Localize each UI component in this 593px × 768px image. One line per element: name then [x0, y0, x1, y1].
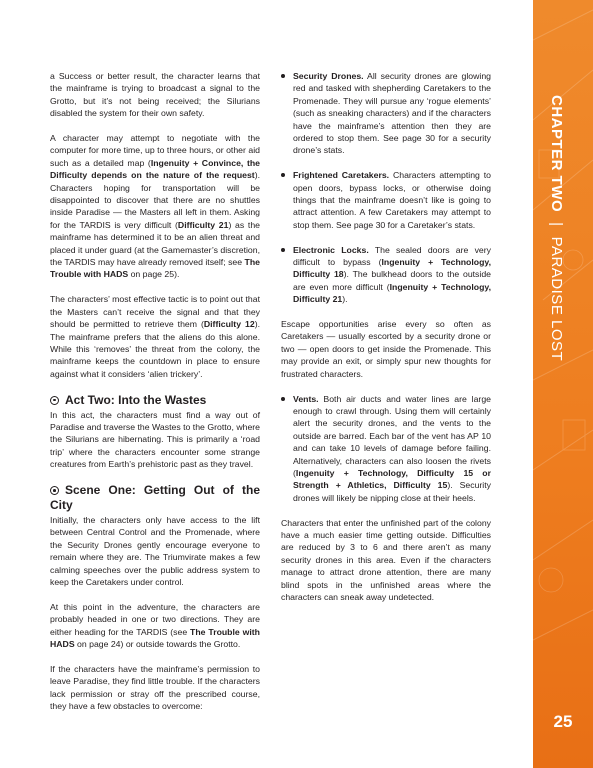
cross-reference: The Trouble with HADS [50, 626, 260, 649]
paragraph-effective-tactic: The characters’ most effective tactic is to point out that the Masters can’t receive the signal and that they should be permitted to retrieve them (Difficulty 12). The mainframe prefers that the aliens do this alone. While this ‘removes’ the threat from the colony, the mainframe keeps the countdown in place to ensure against what it considers ‘alien trickery’. [50, 294, 260, 379]
chapter-separator: | [548, 222, 565, 227]
paragraph-unfinished-area: Characters that enter the unfinished part of the colony have a much easier time getting outside. Difficulties are reduced by 3 to 6 and there aren’t as many security drones in this area. Even if the characters manage to attract drone attention, there are many blind spots in the unfinished areas where the characters can sneak away undetected. [281, 517, 491, 602]
right-column [281, 70, 491, 616]
paragraph-scene-one: Initially, the characters only have access to the lift between Central Control and the Promenade, where the Security Drones gently encourage everyone to remain where they are. The Triumvirate makes a few calming speeches over the public address system to keep the Caretakers under control. [50, 514, 260, 587]
page-number: 25 [553, 712, 573, 731]
chapter-subtitle: PARADISE LOST [548, 236, 565, 362]
paragraph-escape: Escape opportunities arise every so often as Caretakers — usually escorted by a security drone or two — open doors to get inside the Promenade. This may provide an exit, or simply spur new thoughts for frustrated characters. [281, 319, 491, 379]
chapter-heading [548, 95, 565, 361]
list-item-frightened-caretakers: Frightened Caretakers. Characters attempting to open doors, bypass locks, or otherwise doing things that the mainframe doesn’t like is going to attract attention. A few Caretakers may attempt to stop them. See page 30 for a Caretaker’s stats. [281, 169, 491, 231]
left-column [50, 70, 260, 725]
rule-ref: Difficulty 21 [177, 219, 229, 230]
vent-list [281, 393, 491, 505]
heading-act-two: Act Two: Into the Wastes [50, 393, 260, 408]
cross-reference: The Trouble with HADS [50, 257, 260, 280]
paragraph-mainframe-signal: a Success or better result, the character learns that the mainframe is trying to broadcast a signal to the Grotto, but it’s not being received; the Silurians disabled the system for their own safety. [50, 71, 260, 119]
paragraph-negotiate: A character may attempt to negotiate with the computer for more time, up to three hours, or other aid such as a detailed map (Ingenuity + Convince, the Difficulty depends on the nature of the request). Characters hoping for transportation will be disappointed to discover that there are no shuttles inside Paradise — the Masters all left in them. Asking for the TARDIS is very difficult (Difficulty 21) as the mainframe has determined it to be an alien threat and placed it under guard (at the Gamemaster’s discretion, the TARDIS may have already removed itself; see The Trouble with HADS on page 25). [50, 133, 260, 280]
obstacle-list [281, 70, 491, 306]
paragraph-directions: At this point in the adventure, the characters are probably headed in one or two directions. They are either heading for the TARDIS (see The Trouble with HADS on page 24) or outside towards the Grotto. [50, 601, 260, 649]
section-marker-icon [50, 396, 59, 405]
list-item-electronic-locks: Electronic Locks. The sealed doors are very difficult to bypass (Ingenuity + Technology, Difficulty 18). The bulkhead doors to the outside are even more difficult (Ingenuity + Technology, Difficulty 21). [281, 244, 491, 306]
paragraph-act-two: In this act, the characters must find a way out of Paradise and traverse the Wastes to the Grotto, where the Silurians are hibernating. This is primarily a ‘road trip’ where the characters encounter some strange creatures from Earth’s prehistoric past as they travel. [50, 409, 260, 470]
chapter-title: CHAPTER TWO [548, 95, 565, 213]
section-marker-icon [50, 486, 59, 495]
paragraph-permission: If the characters have the mainframe’s permission to leave Paradise, they find little trouble. If the characters lack permission or stray off the prescribed course, they have a few obstacles to overcome: [50, 663, 260, 711]
list-item-vents: Vents. Both air ducts and water lines are large enough to crawl through. Using them will certainly alert the security drones, and the vents to the outside are barred. Each bar of the vent has AP 10 and can take 10 levels of damage before failing. Alternatively, characters can also loosen the rivets (Ingenuity + Technology, Difficulty 15 or Strength + Athletics, Difficulty 15). Security drones will likely be nipping close at their heels. [281, 393, 491, 505]
rule-ref: Difficulty 12 [203, 319, 255, 330]
list-item-security-drones: Security Drones. All security drones are glowing red and tasked with shepherding Caretakers to the Promenade. They will pursue any ‘rogue elements’ (such as sneaking characters) and if the characters have the mainframe’s attention then they are ordered to stop them. See page 30 for a security drone’s stats. [281, 70, 491, 157]
rule-ref: Ingenuity + Convince, the Difficulty depends on the nature of the request [50, 157, 260, 181]
heading-scene-one: Scene One: Getting Out of the City [50, 482, 260, 512]
